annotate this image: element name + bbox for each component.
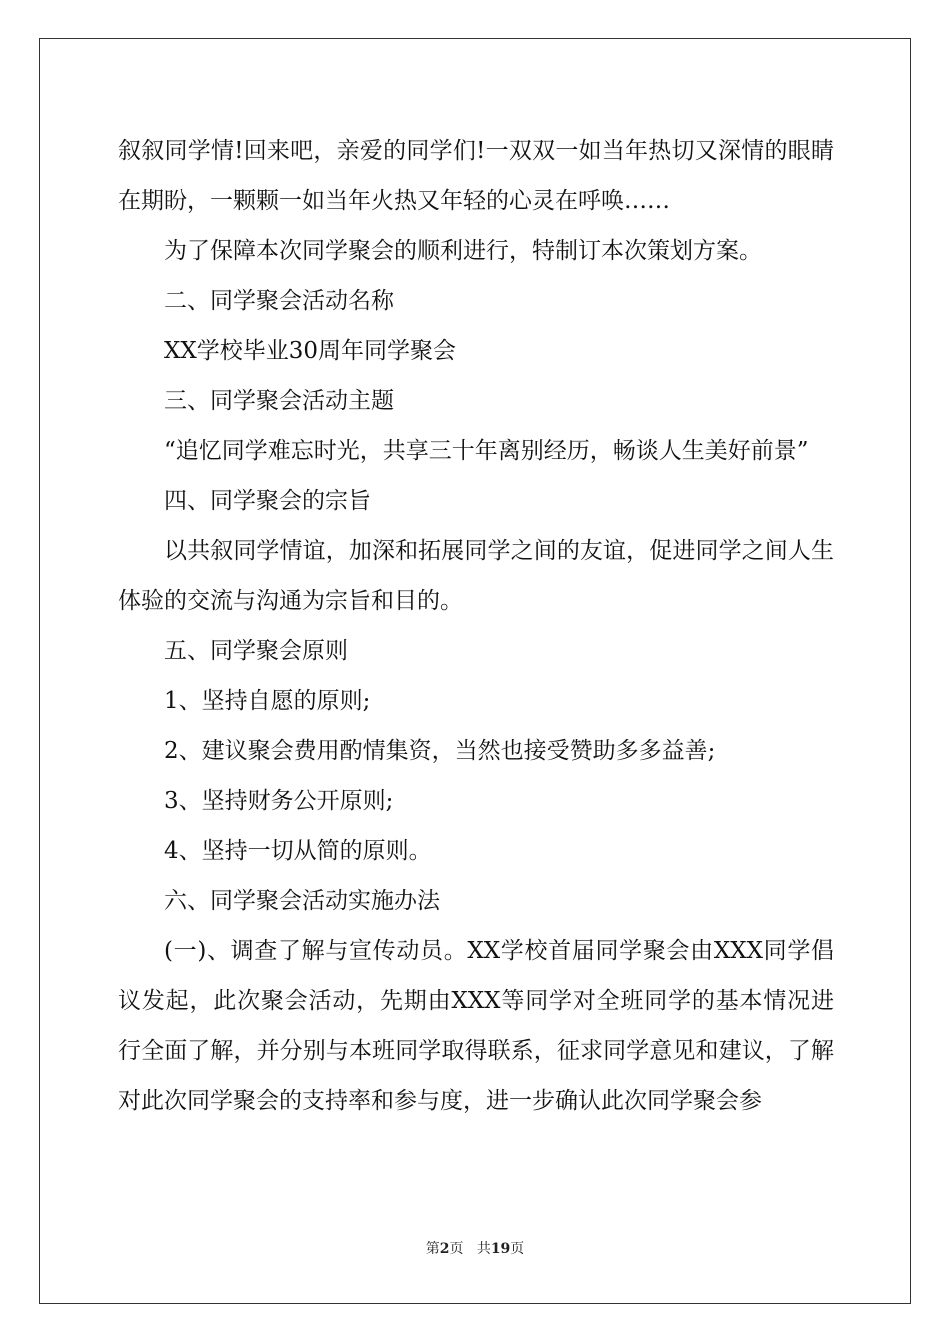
paragraph: 为了保障本次同学聚会的顺利进行，特制订本次策划方案。 bbox=[164, 238, 762, 264]
page-suffix: 页 bbox=[449, 1241, 464, 1257]
document-body bbox=[118, 126, 834, 1126]
section-heading: 四、同学聚会的宗旨 bbox=[164, 488, 371, 514]
section-heading: 三、同学聚会活动主题 bbox=[164, 388, 394, 414]
section-heading: 五、同学聚会原则 bbox=[164, 638, 348, 664]
paragraph: “追忆同学难忘时光，共享三十年离别经历，畅谈人生美好前景” bbox=[164, 438, 809, 464]
list-item: 3、坚持财务公开原则; bbox=[164, 788, 394, 814]
page-footer bbox=[0, 1238, 950, 1258]
list-item: 1、坚持自愿的原则; bbox=[164, 688, 371, 714]
total-pages: 19 bbox=[490, 1241, 511, 1257]
section-heading: 二、同学聚会活动名称 bbox=[164, 288, 394, 314]
paragraph: 以共叙同学情谊，加深和拓展同学之间的友谊，促进同学之间人生体验的交流与沟通为宗旨和目的。 bbox=[118, 538, 834, 614]
paragraph: 叙叙同学情!回来吧，亲爱的同学们!一双双一如当年热切又深情的眼睛在期盼，一颗颗一如当年火热又年轻的心灵在呼唤…… bbox=[118, 138, 834, 214]
page-prefix: 第 bbox=[425, 1241, 440, 1257]
section-heading: 六、同学聚会活动实施办法 bbox=[164, 888, 440, 914]
paragraph: (一)、调查了解与宣传动员。XX学校首届同学聚会由XXX同学倡议发起，此次聚会活动，先期由XXX等同学对全班同学的基本情况进行全面了解，并分别与本班同学取得联系，征求同学意见和建议，了解对此次同学聚会的支持率和参与度，进一步确认此次同学聚会参 bbox=[118, 938, 834, 1114]
total-prefix: 共 bbox=[476, 1241, 491, 1257]
paragraph: XX学校毕业30周年同学聚会 bbox=[164, 338, 457, 364]
page-number: 2 bbox=[439, 1241, 450, 1257]
list-item: 2、建议聚会费用酌情集资，当然也接受赞助多多益善; bbox=[164, 738, 716, 764]
list-item: 4、坚持一切从简的原则。 bbox=[164, 838, 432, 864]
total-suffix: 页 bbox=[510, 1241, 525, 1257]
